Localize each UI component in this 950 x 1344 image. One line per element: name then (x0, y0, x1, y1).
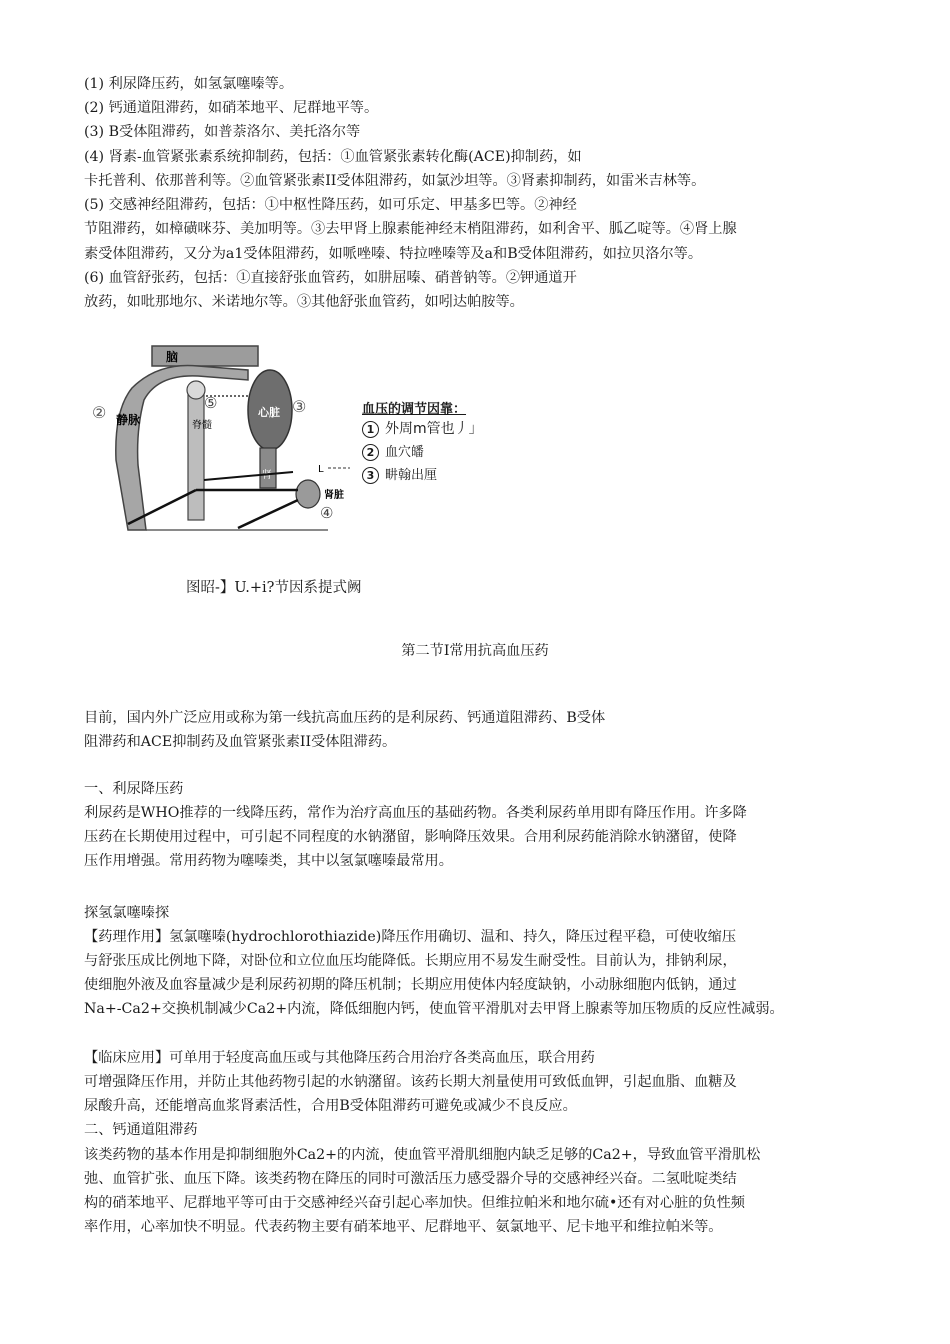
body-line: Na+-Ca2+交换机制减少Ca2+内流，降低细胞内钙，使血管平滑肌对去甲肾上腺素等加压物质的反应性减弱。 (84, 1001, 784, 1017)
legend-num: 3 (362, 467, 379, 484)
spine-label: 脊髓 (192, 420, 212, 431)
list-line: (6) 血管舒张药，包括：①直接舒张血管药，如肼屈嗪、硝普钠等。②钾通道开 (84, 270, 577, 286)
body-line: 一、利尿降压药 (84, 781, 184, 797)
body-line: 构的硝苯地平、尼群地平等可由于交感神经兴奋引起心率加快。但维拉帕米和地尔硫•还有对心脏的负性频 (84, 1195, 745, 1211)
body-line: 可增强降压作用，并防止其他药物引起的水钠潴留。该药长期大剂量使用可致低血钾，引起血脂、血糖及 (84, 1074, 737, 1090)
body-line: 探氢氯噻嗪探 (84, 905, 170, 921)
list-line: 素受体阻滞药，又分为a1受体阻滞药，如哌唑嗪、特拉唑嗪等及a和B受体阻滞药，如拉贝洛尔等。 (84, 246, 703, 262)
legend-text: 外周m管也丿」 (385, 421, 483, 437)
heart-label: 心脏 (258, 406, 280, 419)
list-line: (1) 利尿降压药，如氢氯噻嗪等。 (84, 76, 294, 92)
legend-item (362, 418, 483, 438)
medulla-shape (187, 381, 205, 399)
legend-item (362, 464, 437, 484)
list-line: (2) 钙通道阻滞药，如硝苯地平、尼群地平等。 (84, 100, 379, 116)
spine-shape (188, 388, 204, 520)
label-4: ④ (320, 504, 334, 522)
body-line: 压药在长期使用过程中，可引起不同程度的水钠潴留，影响降压效果。合用利尿药能消除水钠潴留，使降 (84, 829, 737, 845)
vein-shape (116, 365, 248, 530)
aorta-shape (260, 448, 276, 488)
body-line: 阻滞药和ACE抑制药及血管紧张素II受体阻滞药。 (84, 734, 397, 750)
section-title: 第二节I常用抗高血压药 (401, 643, 549, 659)
body-line: 二、钙通道阻滞药 (84, 1122, 198, 1138)
body-line: 【药理作用】氢氯噻嗪(hydrochlorothiazide)降压作用确切、温和、持久，降压过程平稳，可使收缩压 (84, 929, 737, 945)
legend-title (362, 398, 466, 417)
label-5: ⑤ (204, 394, 218, 412)
body-line: 使细胞外液及血容量减少是利尿药初期的降压机制；长期应用使体内轻度缺钠，小动脉细胞内低钠，通过 (84, 977, 737, 993)
body-line: 率作用，心率加快不明显。代表药物主要有硝苯地平、尼群地平、氨氯地平、尼卡地平和维拉帕米等。 (84, 1219, 723, 1235)
legend-text: 畊翰出厘 (385, 468, 438, 483)
label-3: ③ (292, 397, 307, 416)
list-line: (3) B受体阻滞药，如普萘洛尔、美托洛尔等 (84, 124, 361, 140)
list-line: 卡托普利、依那普利等。②血管紧张素II受体阻滞药，如氯沙坦等。③肾素抑制药，如雷米吉林等。 (84, 173, 706, 189)
body-line: 压作用增强。常用药物为噻嗪类，其中以氢氯噻嗪最常用。 (84, 853, 453, 869)
arrow-l-label: L (318, 464, 324, 475)
vessel-shape (296, 480, 320, 508)
legend-item (362, 441, 424, 461)
arrow-bottom (238, 500, 298, 528)
vein-label: 静脉 (116, 413, 141, 427)
figure-caption: 图昭-】U.+i?节因系提式阙 (186, 580, 362, 596)
list-line: 节阻滞药，如樟磺咪芬、美加明等。③去甲肾上腺素能神经末梢阻滞药，如利舍平、胍乙啶等。④肾上腺 (84, 221, 737, 237)
body-line: 【临床应用】可单用于轻度高血压或与其他降压药合用治疗各类高血压，联合用药 (84, 1050, 595, 1066)
body-line: 该类药物的基本作用是抑制细胞外Ca2+的内流，使血管平滑肌细胞内缺乏足够的Ca2+，导致血管平滑肌松 (84, 1147, 761, 1163)
legend-num: 1 (362, 421, 379, 438)
legend-title-text: 血压的调节因靠： (362, 402, 467, 417)
body-line: 尿酸升高，还能增高血浆肾素活性，合用B受体阻滞药可避免或减少不良反应。 (84, 1098, 577, 1114)
brain-label: 脑 (166, 350, 179, 364)
list-line: (5) 交感神经阻滞药，包括：①中枢性降压药，如可乐定、甲基多巴等。②神经 (84, 197, 577, 213)
body-line: 与舒张压成比例地下降，对卧位和立位血压均能降低。长期应用不易发生耐受性。目前认为，排钠利尿， (84, 953, 737, 969)
body-line: 目前，国内外广泛应用或称为第一线抗高血压药的是利尿药、钙通道阻滞药、B受体 (84, 710, 606, 726)
kidney-label: 肾 (262, 470, 272, 481)
legend-num: 2 (362, 444, 379, 461)
body-line: 利尿药是WHO推荐的一线降压药，常作为治疗高血压的基础药物。各类利尿药单用即有降压作用。许多降 (84, 805, 747, 821)
list-line: 放药，如吡那地尔、米诺地尔等。③其他舒张血管药，如吲达帕胺等。 (84, 294, 524, 310)
bp-regulation-diagram (88, 340, 358, 540)
vessel-label: 肾脏 (324, 490, 344, 501)
list-line: (4) 肾素-血管紧张素系统抑制药，包括：①血管紧张素转化酶(ACE)抑制药，如 (84, 149, 582, 165)
legend-text: 血穴皤 (385, 445, 425, 460)
arrow-to-aorta (204, 472, 293, 480)
label-2: ② (92, 403, 107, 422)
body-line: 弛、血管扩张、血压下降。该类药物在降压的同时可激活压力感受器介导的交感神经兴奋。二氢吡啶类结 (84, 1171, 737, 1187)
